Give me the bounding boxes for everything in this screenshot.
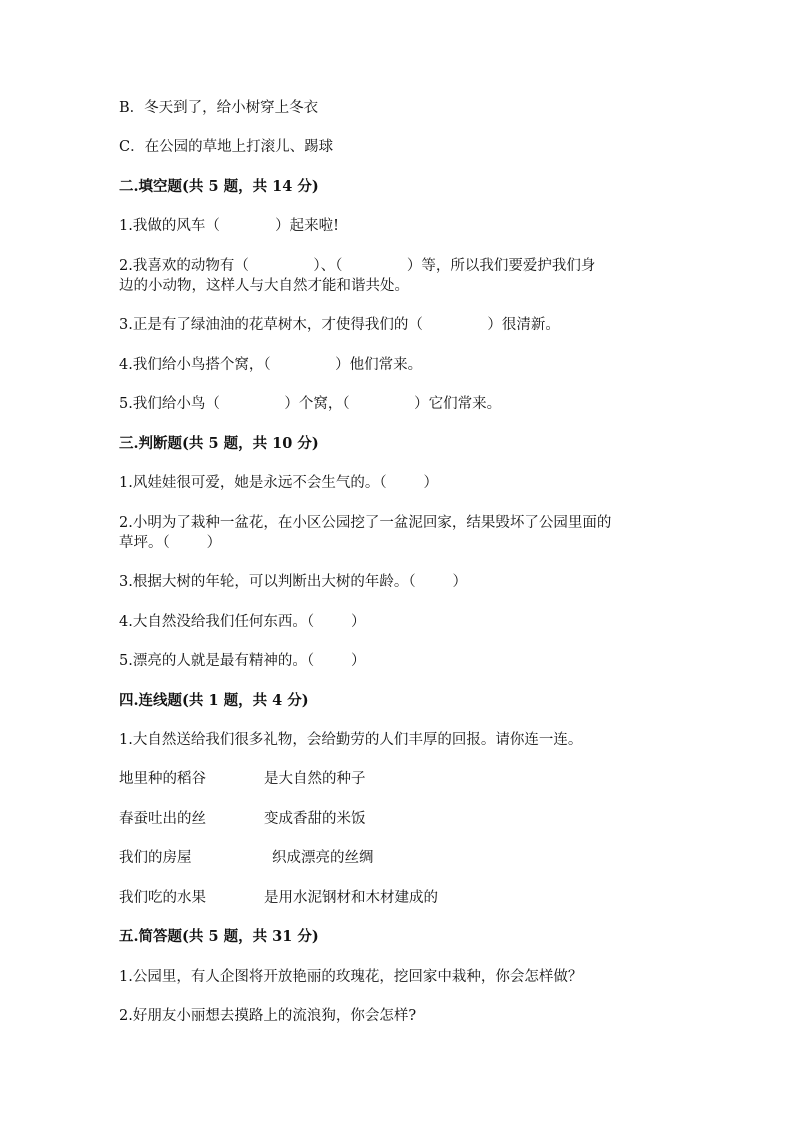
matching-question-1: 1.大自然送给我们很多礼物，会给勤劳的人们丰厚的回报。请你连一连。: [119, 732, 583, 748]
matching-left-item: 地里种的稻谷: [119, 771, 206, 787]
matching-right-item: 是大自然的种子: [264, 771, 366, 787]
option-c: C．在公园的草地上打滚儿、踢球: [119, 139, 334, 155]
matching-left-item: 我们的房屋: [119, 850, 192, 866]
judge-question-5: 5.漂亮的人就是最有精神的。（ ）: [119, 653, 366, 669]
option-b: B．冬天到了，给小树穿上冬衣: [119, 100, 319, 116]
fill-question-1: 1.我做的风车（ ）起来啦!: [119, 218, 339, 234]
judge-question-3: 3.根据大树的年轮，可以判断出大树的年龄。（ ）: [119, 574, 467, 590]
fill-question-2-line2: 边的小动物，这样人与大自然才能和谐共处。: [119, 278, 409, 294]
section-heading-short-answer: 五.简答题(共 5 题，共 31 分): [119, 928, 319, 945]
fill-question-5: 5.我们给小鸟（ ）个窝，（ ）它们常来。: [119, 396, 502, 412]
matching-right-item: 织成漂亮的丝绸: [272, 850, 374, 866]
fill-question-3: 3.正是有了绿油油的花草树木，才使得我们的（ ）很清新。: [119, 317, 560, 333]
matching-right-item: 变成香甜的米饭: [264, 811, 366, 827]
section-heading-fill-blank: 二.填空题(共 5 题，共 14 分): [119, 178, 319, 195]
judge-question-1: 1.风娃娃很可爱，她是永远不会生气的。（ ）: [119, 475, 438, 491]
section-heading-matching: 四.连线题(共 1 题，共 4 分): [119, 692, 309, 709]
section-heading-true-false: 三.判断题(共 5 题，共 10 分): [119, 435, 319, 452]
judge-question-4: 4.大自然没给我们任何东西。（ ）: [119, 614, 366, 630]
matching-left-item: 我们吃的水果: [119, 890, 206, 906]
short-answer-question-2: 2.好朋友小丽想去摸路上的流浪狗，你会怎样?: [119, 1008, 417, 1024]
short-answer-question-1: 1.公园里，有人企图将开放艳丽的玫瑰花，挖回家中栽种，你会怎样做？: [119, 969, 583, 985]
fill-question-2-line1: 2.我喜欢的动物有（ ）、（ ）等，所以我们要爱护我们身: [119, 258, 596, 274]
judge-question-2-line1: 2.小明为了栽种一盆花，在小区公园挖了一盆泥回家，结果毁坏了公园里面的: [119, 515, 612, 531]
matching-left-item: 春蚕吐出的丝: [119, 811, 206, 827]
matching-right-item: 是用水泥钢材和木材建成的: [264, 890, 438, 906]
fill-question-4: 4.我们给小鸟搭个窝，（ ）他们常来。: [119, 357, 423, 373]
judge-question-2-line2: 草坪。（ ）: [119, 535, 222, 551]
